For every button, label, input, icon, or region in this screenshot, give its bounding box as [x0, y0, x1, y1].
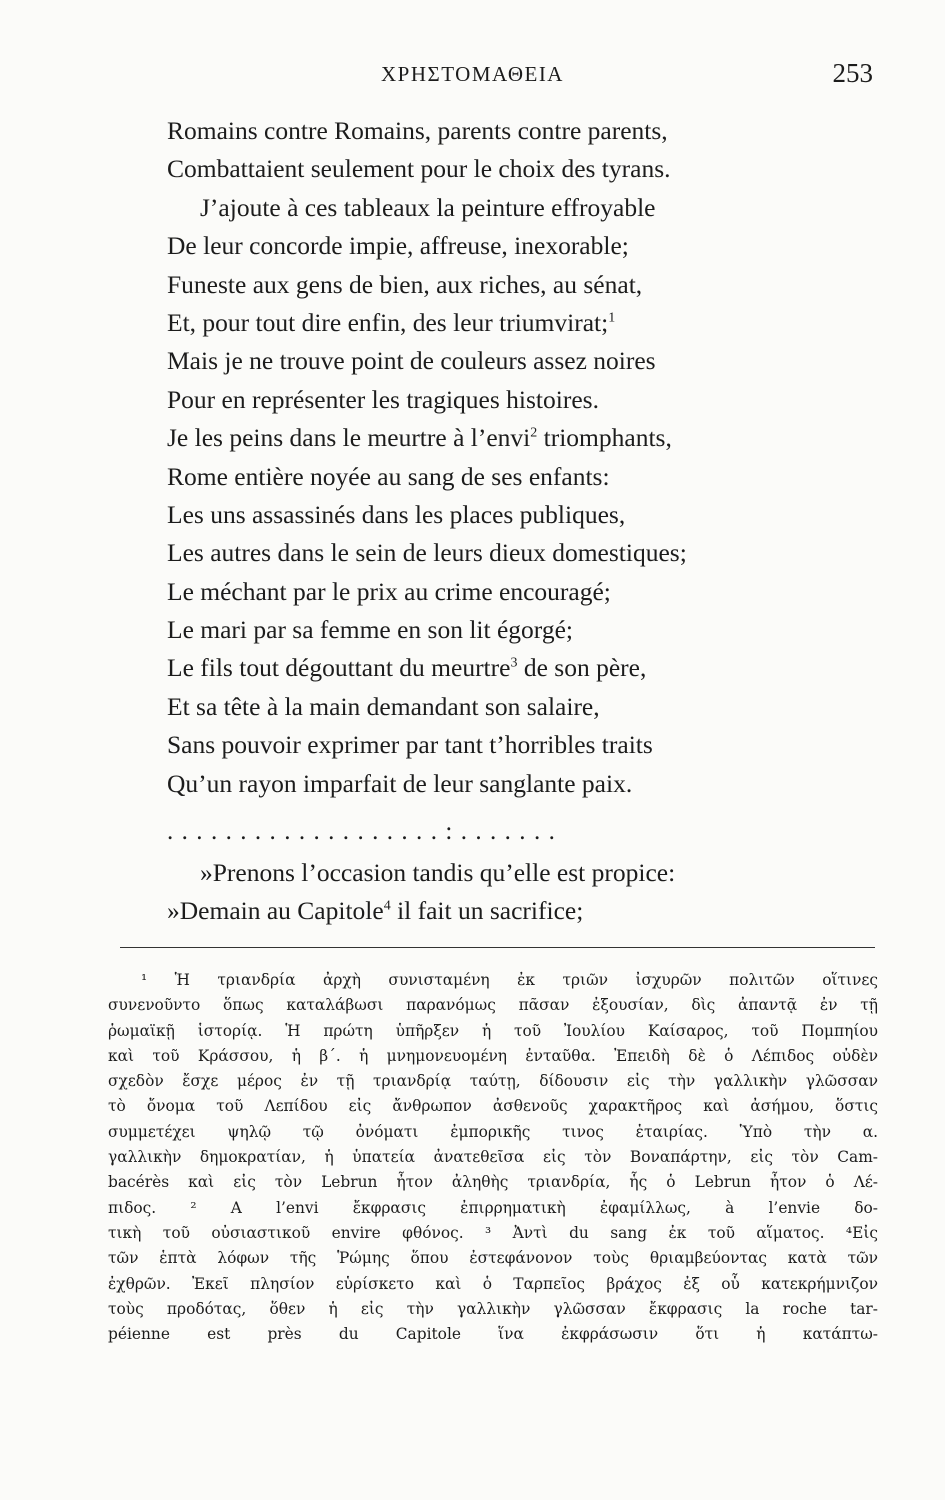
- footnote-line: τοὺς προδότας, ὅθεν ἡ εἰς τὴν γαλλικὴν γλῶσσαν ἔκφρασις la roche tar-: [108, 1299, 878, 1318]
- poem-continuation: [167, 854, 847, 930]
- verse-line: Le méchant par le prix au crime encouragé;: [167, 576, 611, 606]
- footnote-line: péienne est près du Capitole ἵνα ἐκφράσωσιν ὅτι ἡ κατάπτω-: [108, 1325, 878, 1344]
- verse-text: »Demain au Capitole: [167, 896, 384, 925]
- verse-line: J’ajoute à ces tableaux la peinture effroyable: [200, 192, 656, 222]
- footnote-marker: 4: [383, 898, 391, 914]
- verse-text: triomphants,: [537, 423, 672, 453]
- verse-text: Je les peins dans le meurtre à l’envi: [167, 423, 531, 453]
- verse-text: de son père,: [517, 653, 647, 683]
- verse-line: De leur concorde impie, affreuse, inexorable;: [167, 231, 629, 261]
- page-header: [0, 58, 945, 94]
- verse-line: Les uns assassinés dans les places publiques,: [167, 499, 626, 529]
- verse-line: Sans pouvoir exprimer par tant t’horribles traits: [167, 730, 653, 760]
- verse-line: [167, 419, 847, 457]
- verse-line: Romains contre Romains, parents contre parents,: [167, 116, 668, 145]
- verse-line: Qu’un rayon imparfait de leur sanglante paix.: [167, 768, 633, 798]
- footnote-marker: 3: [510, 655, 518, 671]
- footnote-rule: [120, 947, 875, 948]
- poem: [167, 112, 847, 803]
- footnote-line: ἐχθρῶν. Ἐκεῖ πλησίον εὑρίσκετο καὶ ὁ Ταρπεῖος βράχος ἐξ οὗ κατεκρήμνιζον: [108, 1274, 878, 1293]
- footnote-line: ῥωμαϊκῇ ἱστορίᾳ. Ἡ πρώτη ὑπῆρξεν ἡ τοῦ Ἰουλίου Καίσαρος, τοῦ Πομπηίου: [108, 1021, 878, 1040]
- verse-text: Et, pour tout dire enfin, des leur triumvirat;: [167, 307, 609, 337]
- footnote-marker: 1: [608, 310, 616, 326]
- footnote-line: συμμετέχει ψηλῷ τῷ ὀνόματι ἐμπορικῆς τινος ἑταιρίας. Ὑπὸ τὴν α.: [108, 1122, 878, 1141]
- footnote-line: τῶν ἑπτὰ λόφων τῆς Ῥώμης ὅπου ἐστεφάνονον τοὺς θριαμβεύοντας κατὰ τῶν: [108, 1249, 878, 1268]
- verse-line: »Prenons l’occasion tandis qu’elle est propice:: [200, 858, 676, 887]
- verse-text: Le fils tout dégouttant du meurtre: [167, 653, 511, 683]
- verse-line: Et sa tête à la main demandant son salaire,: [167, 691, 600, 721]
- verse-text: il fait un sacrifice;: [390, 896, 584, 925]
- footnotes: [108, 968, 878, 1347]
- footnote-line: bacérès καὶ εἰς τὸν Lebrun ἦτον ἀληθὴς τριανδρία, ἧς ὁ Lebrun ἦτον ὁ Λέ-: [108, 1173, 878, 1192]
- verse-line: Funeste aux gens de bien, aux riches, au sénat,: [167, 269, 643, 299]
- footnote-line: καὶ τοῦ Κράσσου, ἡ β΄. ἡ μνημονευομένη ἐνταῦθα. Ἐπειδὴ δὲ ὁ Λέπιδος οὐδὲν: [108, 1046, 878, 1065]
- footnote-marker: 2: [530, 425, 538, 441]
- verse-line: Rome entière noyée au sang de ses enfants:: [167, 461, 610, 491]
- footnote-line: τὸ ὄνομα τοῦ Λεπίδου εἰς ἄνθρωπον ἀσθενοῦς χαρακτῆρος καὶ ἀσήμου, ὅστις: [108, 1097, 878, 1116]
- verse-line: Le mari par sa femme en son lit égorgé;: [167, 615, 573, 645]
- verse-line: Combattaient seulement pour le choix des tyrans.: [167, 154, 671, 184]
- footnote-line: ¹ Ἡ τριανδρία ἀρχὴ συνισταμένη ἐκ τριῶν ἰσχυρῶν πολιτῶν οἵτινες: [141, 971, 878, 989]
- verse-line: [167, 649, 847, 687]
- verse-line: Les autres dans le sein de leurs dieux domestiques;: [167, 538, 687, 568]
- running-title: ΧΡΗΣΤΟΜΑΘΕΙΑ: [381, 62, 564, 86]
- verse-line: [167, 892, 847, 930]
- footnote-line: γαλλικὴν δημοκρατίαν, ἡ ὑπατεία ἀνατεθεῖσα εἰς τὸν Βοναπάρτην, εἰς τὸν Cam-: [108, 1148, 878, 1167]
- footnote-line: συνενοῦντο ὅπως καταλάβωσι παρανόμως πᾶσαν ἐξουσίαν, δὶς ἀπαντᾷ ἐν τῇ: [108, 996, 878, 1015]
- verse-line: [167, 304, 847, 342]
- footnote-line: σχεδὸν ἔσχε μέρος ἐν τῇ τριανδρίᾳ ταύτῃ, δίδουσιν εἰς τὴν γαλλικὴν γλῶσσαν: [108, 1072, 878, 1091]
- verse-line: Mais je ne trouve point de couleurs assez noires: [167, 346, 656, 376]
- footnote-line: τικὴ τοῦ οὐσιαστικοῦ envire φθόνος. ³ Ἀντὶ du sang ἐκ τοῦ αἵματος. ⁴Εἰς: [108, 1223, 878, 1242]
- verse-line: Pour en représenter les tragiques histoires.: [167, 384, 599, 414]
- footnote-line: πιδος. ² A l’envi ἔκφρασις ἐπιρρηματικὴ ἐφαμίλλως, à l’envie δο-: [108, 1198, 878, 1217]
- page-number: 253: [832, 58, 873, 88]
- ellipsis-separator: ...................:.......: [167, 818, 564, 845]
